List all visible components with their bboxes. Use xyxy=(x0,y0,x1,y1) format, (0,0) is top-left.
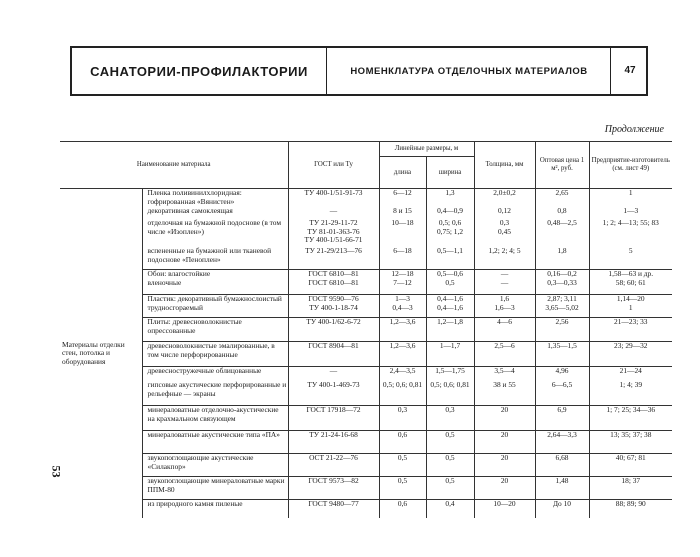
header-manufacturer: Предприятие-изготовитель (см. лист 49) xyxy=(589,142,672,189)
length-cell: 12—18 7—12 xyxy=(379,270,426,295)
length-cell: 0,3 xyxy=(379,406,426,431)
gost-cell: ГОСТ 17918—72 xyxy=(288,406,379,431)
thickness-cell: 20 xyxy=(474,406,535,431)
gost-cell: ТУ 400-1-469-73 xyxy=(288,381,379,406)
price-cell: 6,68 xyxy=(535,454,589,477)
thickness-cell: 0,12 xyxy=(474,207,535,219)
page-header xyxy=(70,46,648,96)
price-cell: 2,87; 3,11 3,65—5,02 xyxy=(535,295,589,318)
table-row xyxy=(60,295,672,318)
header-thickness: Толщина, мм xyxy=(474,142,535,189)
table-row xyxy=(60,500,672,519)
header-gost: ГОСТ или Ту xyxy=(288,142,379,189)
price-cell: До 10 xyxy=(535,500,589,519)
page-number: 47 xyxy=(624,65,636,76)
width-cell: 0,5; 0,6 0,75; 1,2 xyxy=(426,219,474,247)
width-cell: 0,4—0,9 xyxy=(426,207,474,219)
price-cell: 2,64—3,3 xyxy=(535,431,589,454)
width-cell: 1,3 xyxy=(426,189,474,208)
manufacturer-cell: 1 xyxy=(589,189,672,208)
material-name: декоративная самоклеящая xyxy=(142,207,288,219)
table-body xyxy=(60,189,672,519)
gost-cell: ГОСТ 9590—76 ТУ 400-1-18-74 xyxy=(288,295,379,318)
material-name: минераловатные отделочно-акустические на крахмальном связующем xyxy=(142,406,288,431)
table-title: НОМЕНКЛАТУРА ОТДЕЛОЧНЫХ МАТЕРИАЛОВ xyxy=(350,66,588,77)
gost-cell: ОСТ 21-22—76 xyxy=(288,454,379,477)
table-row xyxy=(60,381,672,406)
length-cell: 1,2—3,6 xyxy=(379,342,426,367)
gost-cell: — xyxy=(288,367,379,382)
gost-cell: ТУ 400-1/62-6-72 xyxy=(288,318,379,342)
manufacturer-cell: 1; 2; 4—13; 55; 83 xyxy=(589,219,672,247)
length-cell: 8 и 15 xyxy=(379,207,426,219)
manufacturer-cell: 21—23; 33 xyxy=(589,318,672,342)
material-name: минераловатные акустические типа «ПА» xyxy=(142,431,288,454)
width-cell: 1—1,7 xyxy=(426,342,474,367)
material-name: отделочная на бумажной подоснове (в том числе «Изоплен») xyxy=(142,219,288,247)
price-cell: 6,9 xyxy=(535,406,589,431)
table-row xyxy=(60,367,672,382)
material-name: Плиты: древесноволокнистые опрессованные xyxy=(142,318,288,342)
price-cell: 1,8 xyxy=(535,247,589,270)
gost-cell: ТУ 400-1/51-91-73 xyxy=(288,189,379,208)
length-cell: 1—3 0,4—3 xyxy=(379,295,426,318)
header-divider xyxy=(610,48,611,94)
length-cell: 0,5 xyxy=(379,454,426,477)
width-cell: 0,5 xyxy=(426,431,474,454)
price-cell: 6—6,5 xyxy=(535,381,589,406)
gost-cell: ТУ 21-24-16-68 xyxy=(288,431,379,454)
thickness-cell: 0,3 0,45 xyxy=(474,219,535,247)
header-name: Наименование материала xyxy=(60,142,288,189)
length-cell: 2,4—3,5 xyxy=(379,367,426,382)
manufacturer-cell: 40; 67; 81 xyxy=(589,454,672,477)
price-cell: 1,48 xyxy=(535,477,589,500)
width-cell: 0,5 xyxy=(426,454,474,477)
gost-cell: ТУ 21-29/213—76 xyxy=(288,247,379,270)
table-row xyxy=(60,477,672,500)
length-cell: 1,2—3,6 xyxy=(379,318,426,342)
materials-table xyxy=(60,141,672,518)
width-cell: 0,4 xyxy=(426,500,474,519)
thickness-cell: 3,5—4 xyxy=(474,367,535,382)
material-name: древесноволокнистые эмалированные, в том числе перфорированные xyxy=(142,342,288,367)
gost-cell: ГОСТ 8904—81 xyxy=(288,342,379,367)
thickness-cell: 10—20 xyxy=(474,500,535,519)
width-cell: 1,5—1,75 xyxy=(426,367,474,382)
table-row xyxy=(60,247,672,270)
material-name: Обои: влагостойкие вленочные xyxy=(142,270,288,295)
table-row xyxy=(60,342,672,367)
table-row xyxy=(60,406,672,431)
header-length: длина xyxy=(379,157,426,189)
manufacturer-cell: 23; 29—32 xyxy=(589,342,672,367)
width-cell: 1,2—1,8 xyxy=(426,318,474,342)
length-cell: 0,6 xyxy=(379,431,426,454)
manufacturer-cell: 21—24 xyxy=(589,367,672,382)
continuation-label: Продолжение xyxy=(604,124,664,135)
table-row xyxy=(60,454,672,477)
material-name: древесностружечные облицованные xyxy=(142,367,288,382)
length-cell: 6—18 xyxy=(379,247,426,270)
width-cell: 0,5—1,1 xyxy=(426,247,474,270)
material-name: гипсовые акустические перфорированные и рельефные — экраны xyxy=(142,381,288,406)
price-cell: 4,96 xyxy=(535,367,589,382)
group-label: Материалы отделки стен, потолка и оборудования xyxy=(62,339,125,366)
manufacturer-cell: 1; 4; 39 xyxy=(589,381,672,406)
width-cell: 0,5—0,6 0,5 xyxy=(426,270,474,295)
gost-cell: ТУ 21-29-11-72 ТУ 81-01-363-76 ТУ 400-1/51-66-71 xyxy=(288,219,379,247)
material-name: звукопоглощающие акустические «Силакпор» xyxy=(142,454,288,477)
length-cell: 0,5 xyxy=(379,477,426,500)
width-cell: 0,4—1,6 0,4—1,6 xyxy=(426,295,474,318)
header-linear: Линейные размеры, м xyxy=(379,142,474,157)
thickness-cell: 4—6 xyxy=(474,318,535,342)
thickness-cell: 38 и 55 xyxy=(474,381,535,406)
header-divider xyxy=(326,48,327,94)
thickness-cell: 2,5—6 xyxy=(474,342,535,367)
thickness-cell: 1,2; 2; 4; 5 xyxy=(474,247,535,270)
side-page-number: 53 xyxy=(49,465,64,478)
thickness-cell: — — xyxy=(474,270,535,295)
manufacturer-cell: 18; 37 xyxy=(589,477,672,500)
header-width: ширина xyxy=(426,157,474,189)
manufacturer-cell: 88; 89; 90 xyxy=(589,500,672,519)
thickness-cell: 1,6 1,6—3 xyxy=(474,295,535,318)
length-cell: 0,5; 0,6; 0,81 xyxy=(379,381,426,406)
price-cell: 1,35—1,5 xyxy=(535,342,589,367)
gost-cell: ГОСТ 6810—81 ГОСТ 6810—81 xyxy=(288,270,379,295)
manufacturer-cell: 1; 7; 25; 34—36 xyxy=(589,406,672,431)
material-name: Пленка поливинилхлоридная: гофрированная «Вянистен» xyxy=(142,189,288,208)
thickness-cell: 20 xyxy=(474,431,535,454)
table-row xyxy=(60,189,672,208)
manufacturer-cell: 1—3 xyxy=(589,207,672,219)
manufacturer-cell: 13; 35; 37; 38 xyxy=(589,431,672,454)
length-cell: 6—12 xyxy=(379,189,426,208)
width-cell: 0,5 xyxy=(426,477,474,500)
thickness-cell: 2,0±0,2 xyxy=(474,189,535,208)
length-cell: 10—18 xyxy=(379,219,426,247)
manufacturer-cell: 1,14—20 1 xyxy=(589,295,672,318)
gost-cell: ГОСТ 9573—82 xyxy=(288,477,379,500)
table-row xyxy=(60,270,672,295)
length-cell: 0,6 xyxy=(379,500,426,519)
section-title: САНАТОРИИ-ПРОФИЛАКТОРИИ xyxy=(90,64,308,79)
price-cell: 0,16—0,2 0,3—0,33 xyxy=(535,270,589,295)
width-cell: 0,3 xyxy=(426,406,474,431)
price-cell: 0,48—2,5 xyxy=(535,219,589,247)
material-name: из природного камня пиленые xyxy=(142,500,288,519)
table-row xyxy=(60,219,672,247)
material-name: звукопоглощающие минераловатные марки ППМ-80 xyxy=(142,477,288,500)
material-name: вспененные на бумажной или тканевой подоснове «Пеноплен» xyxy=(142,247,288,270)
price-cell: 2,56 xyxy=(535,318,589,342)
width-cell: 0,5; 0,6; 0,81 xyxy=(426,381,474,406)
header-price: Оптовая цена 1 м², руб. xyxy=(535,142,589,189)
price-cell: 0,8 xyxy=(535,207,589,219)
price-cell: 2,65 xyxy=(535,189,589,208)
manufacturer-cell: 5 xyxy=(589,247,672,270)
table-row xyxy=(60,431,672,454)
material-name: Пластик: декоративный бумажнослоистый трудносгораемый xyxy=(142,295,288,318)
thickness-cell: 20 xyxy=(474,454,535,477)
manufacturer-cell: 1,58—63 и др. 58; 60; 61 xyxy=(589,270,672,295)
thickness-cell: 20 xyxy=(474,477,535,500)
gost-cell: — xyxy=(288,207,379,219)
gost-cell: ГОСТ 9480—77 xyxy=(288,500,379,519)
table-row xyxy=(60,318,672,342)
